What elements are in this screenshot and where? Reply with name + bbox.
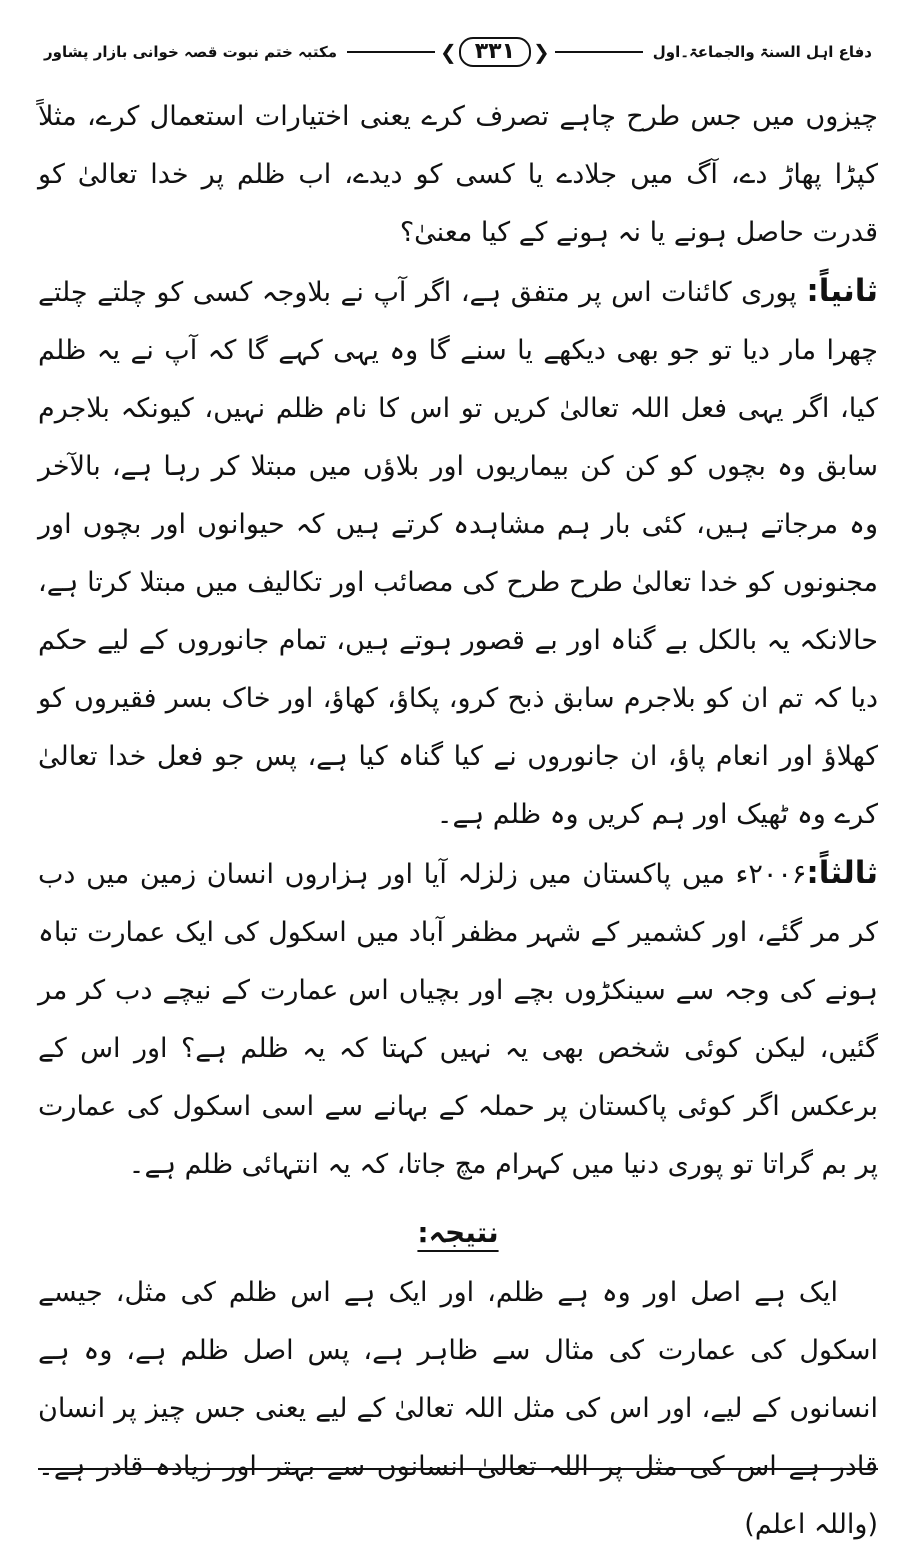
page-number: ۳۳۱: [459, 37, 531, 67]
conclusion-heading: نتیجہ:: [417, 1216, 499, 1249]
header-rule-right: [555, 51, 643, 53]
point-three-paragraph: [38, 844, 878, 1194]
point-three-text: ۲۰۰۶ء میں پاکستان میں زلزلہ آیا اور ہزاروں انسان زمین میں دب کر مر گئے، اور کشمیر کے شہر مظفر آباد میں اسکول کی ایک عمارت تباہ ہونے کی وجہ سے سینکڑوں بچے اور بچیاں اس عمارت کے نیچے دب کر مر گئیں، لیکن کوئی شخص بھی یہ نہیں کہتا کہ یہ ظلم ہے؟ اور اس کے برعکس اگر کوئی پاکستان پر حملہ کے بہانے سے اسی اسکول کی عمارت پر بم گراتا تو پوری دنیا میں کہرام مچ جاتا، کہ یہ انتہائی ظلم ہے۔: [38, 859, 878, 1180]
point-two-text: پوری کائنات اس پر متفق ہے، اگر آپ نے بلاوجہ کسی کو چلتے چلتے چھرا مار دیا تو جو بھی دیکھے یا سنے گا وہ یہی کہے گا کہ آپ نے یہ ظلم کیا، اگر یہی فعل اللہ تعالیٰ کریں تو اس کا نام ظلم نہیں، کیونکہ بلاجرم سابق وہ بچوں کو کن کن بیماریوں اور بلاؤں میں مبتلا کر رہا ہے، بالآخر وہ مرجاتے ہیں، کئی بار ہم مشاہدہ کرتے ہیں کہ حیوانوں اور بچوں اور مجنونوں کو خدا تعالیٰ طرح طرح کی مصائب اور تکالیف میں مبتلا کرتا ہے، حالانکہ یہ بالکل بے گناہ اور بے قصور ہوتے ہیں، تمام جانوروں کے لیے حکم دیا کہ تم ان کو بلاجرم سابق ذبح کرو، پکاؤ، کھاؤ، اور خاک بسر فقیروں کو کھلاؤ اور انعام پاؤ، ان جانوروں نے کیا گناہ کیا ہے، پس جو فعل خدا تعالیٰ کرے وہ ٹھیک اور ہم کریں وہ ظلم ہے۔: [38, 277, 878, 830]
footer-rule: [38, 1468, 878, 1470]
ornament-left-icon: ❮: [439, 40, 457, 64]
point-three-label: ثالثاً:: [806, 855, 878, 891]
book-title: دفاع اہل السنۃ والجماعۃ۔اول: [652, 43, 872, 61]
ornament-right-icon: ❯: [533, 40, 550, 64]
publisher-name: مکتبہ ختم نبوت قصہ خوانی بازار پشاور: [44, 43, 338, 61]
page-header: [38, 34, 878, 70]
intro-paragraph: چیزوں میں جس طرح چاہے تصرف کرے یعنی اختیارات استعمال کرے، مثلاً کپڑا پھاڑ دے، آگ میں جلادے یا کسی کو دیدے، اب ظلم پر خدا تعالیٰ کو قدرت حاصل ہونے یا نہ ہونے کے کیا معنیٰ؟: [38, 101, 878, 248]
page-number-frame: [439, 36, 551, 68]
header-rule-left: [347, 51, 435, 53]
page-body: [38, 88, 878, 1554]
conclusion-paragraph: ایک ہے اصل اور وہ ہے ظلم، اور ایک ہے اس ظلم کی مثل، جیسے اسکول کی عمارت کی مثال سے ظاہر ہے، پس اصل ظلم ہے، وہ ہے انسانوں کے لیے، اور اس کی مثل اللہ تعالیٰ کے لیے یعنی جس چیز پر انسان قادر ہے اس کی مثل پر اللہ تعالیٰ انسانوں سے بہتر اور زیادہ قادر ہے۔ (واللہ اعلم): [38, 1277, 878, 1540]
point-two-paragraph: [38, 262, 878, 844]
conclusion-heading-row: [38, 1202, 878, 1264]
point-two-label: ثانیاً:: [806, 273, 878, 309]
